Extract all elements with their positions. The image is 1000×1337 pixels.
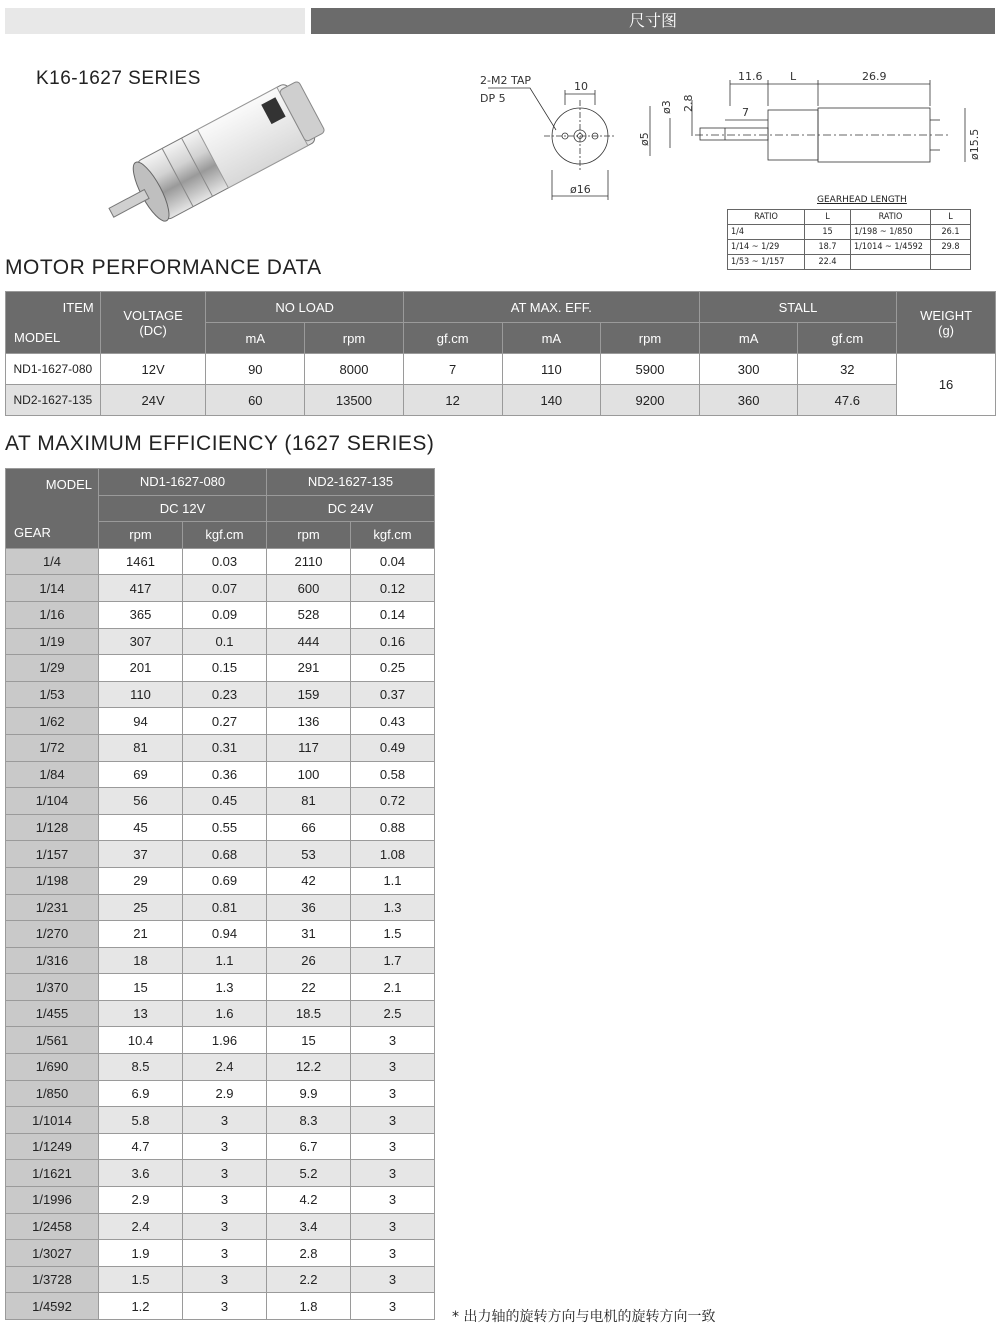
- sub-header: rpm: [99, 522, 183, 549]
- motor-performance-table: [5, 291, 996, 416]
- gearhead-length-table: [727, 209, 971, 270]
- value-cell: 0.1: [183, 628, 267, 655]
- value-cell: 22: [267, 974, 351, 1001]
- table-row: [6, 974, 435, 1001]
- dim-phi15-5: ø15.5: [968, 128, 981, 160]
- value-cell: 1.8: [267, 1293, 351, 1320]
- value-cell: 3: [183, 1293, 267, 1320]
- value-cell: 3: [351, 1240, 435, 1267]
- series-title: K16-1627 SERIES: [36, 68, 201, 89]
- gear-ratio-cell: 1/128: [6, 814, 99, 841]
- table-row: [6, 1240, 435, 1267]
- gear-ratio-cell: 1/104: [6, 788, 99, 815]
- voltage-cell: 12V: [100, 354, 206, 385]
- value-cell: 8.5: [99, 1054, 183, 1081]
- gear-ratio-cell: 1/2458: [6, 1213, 99, 1240]
- value-cell: 3: [183, 1240, 267, 1267]
- voltage1-header: DC 12V: [99, 495, 267, 522]
- value-cell: 1.08: [351, 841, 435, 868]
- value-cell: 47.6: [798, 385, 897, 416]
- model-label: MODEL: [45, 477, 92, 492]
- gh-cell: 29.8: [931, 240, 971, 255]
- gear-ratio-cell: 1/370: [6, 974, 99, 1001]
- value-cell: 56: [99, 788, 183, 815]
- gh-cell: 26.1: [931, 225, 971, 240]
- value-cell: 0.55: [183, 814, 267, 841]
- value-cell: 0.31: [183, 734, 267, 761]
- voltage2-header: DC 24V: [267, 495, 435, 522]
- value-cell: 1.6: [183, 1000, 267, 1027]
- value-cell: 8000: [305, 354, 404, 385]
- value-cell: 2.4: [183, 1054, 267, 1081]
- value-cell: 1.9: [99, 1240, 183, 1267]
- value-cell: 4.7: [99, 1133, 183, 1160]
- value-cell: 0.14: [351, 601, 435, 628]
- weight-label: WEIGHT: [920, 307, 973, 323]
- table-row: [6, 921, 435, 948]
- gh-header-l-2: L: [931, 210, 971, 225]
- gh-cell: 1/1014 ~ 1/4592: [851, 240, 931, 255]
- dim-phi5: ø5: [638, 132, 651, 146]
- value-cell: 3: [351, 1213, 435, 1240]
- value-cell: 36: [267, 894, 351, 921]
- value-cell: 307: [99, 628, 183, 655]
- value-cell: 2.1: [351, 974, 435, 1001]
- table-row: [6, 1027, 435, 1054]
- dim-phi3: ø3: [660, 100, 673, 114]
- gh-cell: [931, 255, 971, 270]
- gearhead-length-title: GEARHEAD LENGTH: [817, 195, 907, 205]
- value-cell: 45: [99, 814, 183, 841]
- value-cell: 9200: [601, 385, 700, 416]
- gear-section-title: AT MAXIMUM EFFICIENCY (1627 SERIES): [5, 432, 435, 455]
- value-cell: 18: [99, 947, 183, 974]
- table-row: [6, 385, 996, 416]
- weight-cell: 16: [897, 354, 996, 416]
- sub-header: rpm: [305, 323, 404, 354]
- gear-table-body: [6, 548, 435, 1319]
- value-cell: 5.2: [267, 1160, 351, 1187]
- dim-26-9: 26.9: [862, 70, 887, 83]
- value-cell: 18.5: [267, 1000, 351, 1027]
- table-row: [6, 788, 435, 815]
- value-cell: 2110: [267, 548, 351, 575]
- perf-section-title: MOTOR PERFORMANCE DATA: [5, 256, 322, 279]
- table-row: [6, 894, 435, 921]
- weight-header: [897, 292, 996, 354]
- table-row: [6, 681, 435, 708]
- table-row: [6, 947, 435, 974]
- table-row: [6, 867, 435, 894]
- value-cell: 26: [267, 947, 351, 974]
- value-cell: 0.81: [183, 894, 267, 921]
- no-load-header: NO LOAD: [206, 292, 403, 323]
- sub-header: rpm: [601, 323, 700, 354]
- table-row: [6, 655, 435, 682]
- sub-header: mA: [502, 323, 601, 354]
- value-cell: 32: [798, 354, 897, 385]
- value-cell: 66: [267, 814, 351, 841]
- value-cell: 31: [267, 921, 351, 948]
- value-cell: 1.1: [183, 947, 267, 974]
- value-cell: 3.4: [267, 1213, 351, 1240]
- voltage-cell: 24V: [100, 385, 206, 416]
- value-cell: 0.25: [351, 655, 435, 682]
- table-row: [6, 1133, 435, 1160]
- gear-ratio-cell: 1/3027: [6, 1240, 99, 1267]
- value-cell: 4.2: [267, 1187, 351, 1214]
- value-cell: 7: [403, 354, 502, 385]
- gear-ratio-cell: 1/72: [6, 734, 99, 761]
- gh-header-l-1: L: [805, 210, 851, 225]
- gear-ratio-cell: 1/316: [6, 947, 99, 974]
- value-cell: 136: [267, 708, 351, 735]
- max-eff-header: AT MAX. EFF.: [403, 292, 699, 323]
- table-row: [6, 628, 435, 655]
- value-cell: 3: [183, 1133, 267, 1160]
- value-cell: 0.69: [183, 867, 267, 894]
- value-cell: 3: [351, 1160, 435, 1187]
- gh-cell: 22.4: [805, 255, 851, 270]
- value-cell: 0.09: [183, 601, 267, 628]
- gear-ratio-cell: 1/29: [6, 655, 99, 682]
- value-cell: 3: [351, 1027, 435, 1054]
- gear-ratio-cell: 1/53: [6, 681, 99, 708]
- gear-ratio-cell: 1/231: [6, 894, 99, 921]
- value-cell: 1461: [99, 548, 183, 575]
- gear-ratio-cell: 1/19: [6, 628, 99, 655]
- value-cell: 159: [267, 681, 351, 708]
- dim-7: 7: [742, 106, 749, 119]
- value-cell: 2.5: [351, 1000, 435, 1027]
- weight-unit: (g): [938, 322, 955, 338]
- table-row: [6, 761, 435, 788]
- table-row: [6, 734, 435, 761]
- table-row: [6, 1054, 435, 1081]
- table-row: [6, 354, 996, 385]
- value-cell: 3: [351, 1293, 435, 1320]
- gear-ratio-cell: 1/4592: [6, 1293, 99, 1320]
- value-cell: 0.27: [183, 708, 267, 735]
- value-cell: 90: [206, 354, 305, 385]
- footnote: * 出力轴的旋转方向与电机的旋转方向一致: [452, 1309, 716, 1325]
- value-cell: 528: [267, 601, 351, 628]
- gh-header-ratio-2: RATIO: [851, 210, 931, 225]
- gh-cell: 1/4: [728, 225, 805, 240]
- value-cell: 5900: [601, 354, 700, 385]
- value-cell: 94: [99, 708, 183, 735]
- value-cell: 0.04: [351, 548, 435, 575]
- gear-ratio-cell: 1/157: [6, 841, 99, 868]
- model2-header: ND2-1627-135: [267, 469, 435, 496]
- gh-header-ratio-1: RATIO: [728, 210, 805, 225]
- gh-cell: [851, 255, 931, 270]
- value-cell: 3: [351, 1080, 435, 1107]
- value-cell: 10.4: [99, 1027, 183, 1054]
- value-cell: 2.2: [267, 1266, 351, 1293]
- gear-ratio-cell: 1/1249: [6, 1133, 99, 1160]
- banner-title: 尺寸图: [311, 8, 995, 34]
- value-cell: 25: [99, 894, 183, 921]
- value-cell: 3: [183, 1160, 267, 1187]
- value-cell: 300: [699, 354, 798, 385]
- table-row: [6, 1080, 435, 1107]
- value-cell: 0.15: [183, 655, 267, 682]
- table-row: [6, 1266, 435, 1293]
- table-row: [6, 708, 435, 735]
- gear-ratio-cell: 1/198: [6, 867, 99, 894]
- sub-header: gf.cm: [403, 323, 502, 354]
- value-cell: 417: [99, 575, 183, 602]
- value-cell: 0.37: [351, 681, 435, 708]
- value-cell: 0.07: [183, 575, 267, 602]
- model-label: MODEL: [14, 330, 61, 345]
- value-cell: 1.3: [183, 974, 267, 1001]
- dim-2-8: 2.8: [682, 94, 695, 112]
- gh-cell: 1/198 ~ 1/850: [851, 225, 931, 240]
- value-cell: 0.49: [351, 734, 435, 761]
- gh-cell: 1/53 ~ 1/157: [728, 255, 805, 270]
- gear-ratio-cell: 1/690: [6, 1054, 99, 1081]
- value-cell: 3: [351, 1107, 435, 1134]
- table-row: [6, 601, 435, 628]
- value-cell: 3.6: [99, 1160, 183, 1187]
- value-cell: 110: [502, 354, 601, 385]
- value-cell: 0.36: [183, 761, 267, 788]
- dim-L: L: [790, 70, 797, 83]
- value-cell: 60: [206, 385, 305, 416]
- item-model-header: [6, 292, 101, 354]
- dim-11-6: 11.6: [738, 70, 763, 83]
- gear-ratio-cell: 1/455: [6, 1000, 99, 1027]
- value-cell: 0.12: [351, 575, 435, 602]
- value-cell: 6.7: [267, 1133, 351, 1160]
- value-cell: 201: [99, 655, 183, 682]
- value-cell: 69: [99, 761, 183, 788]
- gh-cell: 15: [805, 225, 851, 240]
- gear-label: GEAR: [14, 524, 51, 540]
- value-cell: 0.58: [351, 761, 435, 788]
- voltage-label: VOLTAGE: [123, 307, 183, 323]
- value-cell: 8.3: [267, 1107, 351, 1134]
- value-cell: 100: [267, 761, 351, 788]
- value-cell: 0.68: [183, 841, 267, 868]
- sub-header: kgf.cm: [351, 522, 435, 549]
- table-row: [6, 1213, 435, 1240]
- value-cell: 1.5: [99, 1266, 183, 1293]
- table-row: [6, 548, 435, 575]
- value-cell: 13500: [305, 385, 404, 416]
- gear-ratio-cell: 1/270: [6, 921, 99, 948]
- value-cell: 3: [351, 1054, 435, 1081]
- value-cell: 81: [267, 788, 351, 815]
- model-gear-header: [6, 469, 99, 549]
- dim-10: 10: [574, 80, 588, 93]
- table-row: [6, 1107, 435, 1134]
- tap-label: 2-M2 TAP: [480, 74, 531, 87]
- value-cell: 110: [99, 681, 183, 708]
- value-cell: 2.8: [267, 1240, 351, 1267]
- gear-ratio-cell: 1/1996: [6, 1187, 99, 1214]
- value-cell: 21: [99, 921, 183, 948]
- table-row: [6, 814, 435, 841]
- model1-header: ND1-1627-080: [99, 469, 267, 496]
- value-cell: 13: [99, 1000, 183, 1027]
- motor-photo: [100, 62, 370, 232]
- gear-ratio-cell: 1/1621: [6, 1160, 99, 1187]
- value-cell: 291: [267, 655, 351, 682]
- item-label: ITEM: [62, 300, 94, 315]
- gear-ratio-cell: 1/850: [6, 1080, 99, 1107]
- dimension-drawing: [470, 60, 995, 210]
- value-cell: 0.03: [183, 548, 267, 575]
- banner-left-band: [5, 8, 305, 34]
- gear-ratio-cell: 1/4: [6, 548, 99, 575]
- value-cell: 1.1: [351, 867, 435, 894]
- voltage-header: [100, 292, 206, 354]
- sub-header: mA: [206, 323, 305, 354]
- value-cell: 12: [403, 385, 502, 416]
- gear-ratio-cell: 1/16: [6, 601, 99, 628]
- max-efficiency-table: [5, 468, 435, 1320]
- gear-ratio-cell: 1/14: [6, 575, 99, 602]
- voltage-unit: (DC): [139, 322, 167, 338]
- value-cell: 0.45: [183, 788, 267, 815]
- value-cell: 2.4: [99, 1213, 183, 1240]
- top-banner: [5, 8, 995, 34]
- value-cell: 0.88: [351, 814, 435, 841]
- dim-phi16: ø16: [570, 183, 591, 196]
- value-cell: 0.43: [351, 708, 435, 735]
- value-cell: 3: [351, 1187, 435, 1214]
- value-cell: 0.23: [183, 681, 267, 708]
- value-cell: 3: [183, 1107, 267, 1134]
- value-cell: 3: [183, 1187, 267, 1214]
- sub-header: mA: [699, 323, 798, 354]
- model-cell: ND2-1627-135: [6, 385, 101, 416]
- value-cell: 1.7: [351, 947, 435, 974]
- gh-cell: 1/14 ~ 1/29: [728, 240, 805, 255]
- value-cell: 3: [183, 1266, 267, 1293]
- gear-ratio-cell: 1/1014: [6, 1107, 99, 1134]
- value-cell: 1.3: [351, 894, 435, 921]
- table-row: [6, 1000, 435, 1027]
- value-cell: 0.94: [183, 921, 267, 948]
- value-cell: 1.5: [351, 921, 435, 948]
- stall-header: STALL: [699, 292, 896, 323]
- value-cell: 2.9: [183, 1080, 267, 1107]
- value-cell: 444: [267, 628, 351, 655]
- gear-ratio-cell: 1/62: [6, 708, 99, 735]
- value-cell: 81: [99, 734, 183, 761]
- gear-ratio-cell: 1/3728: [6, 1266, 99, 1293]
- value-cell: 15: [99, 974, 183, 1001]
- gear-ratio-cell: 1/84: [6, 761, 99, 788]
- value-cell: 365: [99, 601, 183, 628]
- value-cell: 6.9: [99, 1080, 183, 1107]
- value-cell: 12.2: [267, 1054, 351, 1081]
- sub-header: rpm: [267, 522, 351, 549]
- value-cell: 29: [99, 867, 183, 894]
- table-row: [6, 841, 435, 868]
- table-row: [6, 1187, 435, 1214]
- value-cell: 37: [99, 841, 183, 868]
- value-cell: 42: [267, 867, 351, 894]
- value-cell: 0.72: [351, 788, 435, 815]
- gh-cell: 18.7: [805, 240, 851, 255]
- model-cell: ND1-1627-080: [6, 354, 101, 385]
- value-cell: 9.9: [267, 1080, 351, 1107]
- value-cell: 3: [183, 1213, 267, 1240]
- table-row: [6, 575, 435, 602]
- table-row: [6, 1160, 435, 1187]
- gear-ratio-cell: 1/561: [6, 1027, 99, 1054]
- value-cell: 600: [267, 575, 351, 602]
- table-row: [6, 1293, 435, 1320]
- dp-label: DP 5: [480, 92, 506, 105]
- value-cell: 3: [351, 1266, 435, 1293]
- value-cell: 360: [699, 385, 798, 416]
- value-cell: 53: [267, 841, 351, 868]
- value-cell: 3: [351, 1133, 435, 1160]
- sub-header: kgf.cm: [183, 522, 267, 549]
- value-cell: 15: [267, 1027, 351, 1054]
- value-cell: 140: [502, 385, 601, 416]
- value-cell: 5.8: [99, 1107, 183, 1134]
- value-cell: 0.16: [351, 628, 435, 655]
- value-cell: 1.2: [99, 1293, 183, 1320]
- sub-header: gf.cm: [798, 323, 897, 354]
- value-cell: 2.9: [99, 1187, 183, 1214]
- value-cell: 1.96: [183, 1027, 267, 1054]
- value-cell: 117: [267, 734, 351, 761]
